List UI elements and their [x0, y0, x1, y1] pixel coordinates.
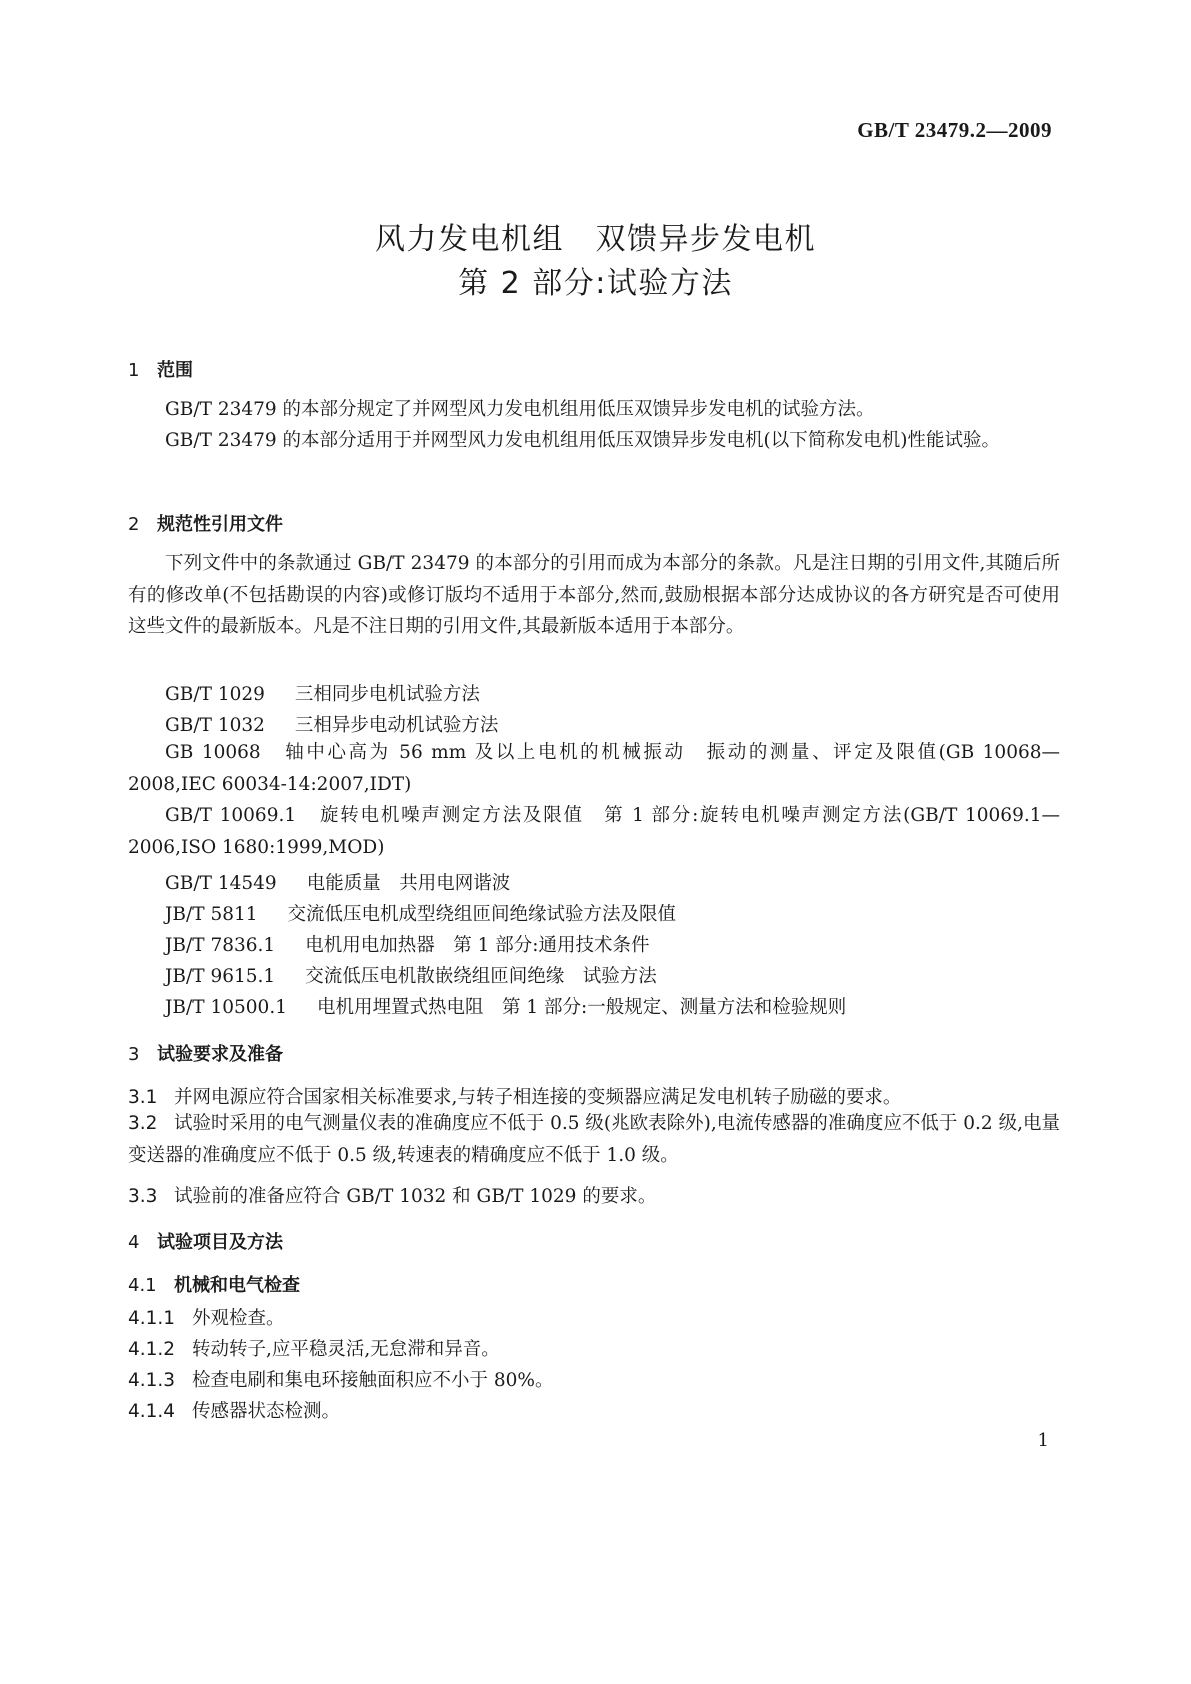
clause-number: 4.1.3: [128, 1370, 176, 1391]
clause-text: 试验前的准备应符合 GB/T 1032 和 GB/T 1029 的要求。: [174, 1186, 657, 1207]
clause-text: 检查电刷和集电环接触面积应不小于 80%。: [192, 1370, 554, 1391]
reference-title: 交流低压电机成型绕组匝间绝缘试验方法及限值: [287, 904, 677, 925]
reference-title: 旋转电机噪声测定方法及限值 第 1 部分:旋转电机噪声测定方法(GB/T 10069.1—2006,ISO 1680:1999,MOD): [128, 805, 1060, 858]
reference-code: JB/T 9615.1: [165, 966, 276, 987]
subsection-number: 4.1: [128, 1275, 157, 1296]
reference-item: [165, 711, 498, 737]
page-number: 1: [1037, 1430, 1049, 1451]
standard-number: GB/T 23479.2—2009: [857, 118, 1052, 142]
clause-number: 4.1.2: [128, 1339, 176, 1360]
section-title: 范围: [157, 360, 193, 381]
section-3-heading: [128, 1040, 283, 1066]
section-title: 试验项目及方法: [157, 1232, 283, 1253]
clause-3-2: [128, 1108, 1060, 1171]
reference-code: JB/T 5811: [165, 904, 258, 925]
section-4-heading: [128, 1228, 283, 1254]
clause-number: 3.3: [128, 1186, 158, 1207]
reference-item: [128, 800, 1060, 863]
section-number: 3: [128, 1044, 140, 1065]
clause-text: 并网电源应符合国家相关标准要求,与转子相连接的变频器应满足发电机转子励磁的要求。: [174, 1087, 902, 1108]
reference-code: JB/T 7836.1: [165, 935, 276, 956]
clause-3-1: [128, 1083, 901, 1109]
section-1-heading: [128, 356, 193, 382]
clause-4-1-3: [128, 1366, 554, 1392]
reference-code: GB/T 14549: [165, 873, 277, 894]
clause-4-1-4: [128, 1397, 340, 1423]
normative-references-intro: 下列文件中的条款通过 GB/T 23479 的本部分的引用而成为本部分的条款。凡是注日期的引用文件,其随后所有的修改单(不包括勘误的内容)或修订版均不适用于本部分,然而,鼓励根据本部分达成协议的各方研究是否可使用这些文件的最新版本。凡是不注日期的引用文件,其最新版本适用于本部分。: [128, 553, 1060, 637]
reference-title: 电机用电加热器 第 1 部分:通用技术条件: [305, 935, 650, 956]
reference-code: GB/T 1029: [165, 684, 265, 705]
clause-number: 3.1: [128, 1087, 158, 1108]
section-number: 4: [128, 1232, 140, 1253]
clause-number: 4.1.4: [128, 1401, 176, 1422]
document-title-line2: 第 2 部分:试验方法: [458, 266, 733, 301]
clause-3-3: [128, 1182, 656, 1208]
section-title: 试验要求及准备: [157, 1044, 283, 1065]
section-title: 规范性引用文件: [157, 514, 283, 535]
reference-title: 电机用埋置式热电阻 第 1 部分:一般规定、测量方法和检验规则: [316, 997, 847, 1018]
clause-text: 外观检查。: [192, 1308, 285, 1329]
reference-code: JB/T 10500.1: [165, 997, 287, 1018]
scope-paragraph-2: GB/T 23479 的本部分适用于并网型风力发电机组用低压双馈异步发电机(以下简称发电机)性能试验。: [165, 430, 1000, 451]
reference-item: [165, 869, 510, 895]
subsection-4-1-heading: [128, 1271, 300, 1297]
reference-title: 三相异步电动机试验方法: [294, 715, 499, 736]
clause-text: 传感器状态检测。: [192, 1401, 341, 1422]
reference-item: [165, 680, 480, 706]
section-number: 1: [128, 360, 140, 381]
clause-text: 试验时采用的电气测量仪表的准确度应不低于 0.5 级(兆欧表除外),电流传感器的准确度应不低于 0.2 级,电量变送器的准确度应不低于 0.5 级,转速表的精确度应不低于 1.0 级。: [128, 1113, 1060, 1166]
scope-paragraph-1: GB/T 23479 的本部分规定了并网型风力发电机组用低压双馈异步发电机的试验方法。: [165, 399, 875, 420]
reference-item: [128, 737, 1060, 800]
reference-item: [165, 993, 846, 1019]
section-number: 2: [128, 514, 140, 535]
clause-4-1-1: [128, 1304, 285, 1330]
reference-title: 轴中心高为 56 mm 及以上电机的机械振动 振动的测量、评定及限值(GB 10068—2008,IEC 60034-14:2007,IDT): [128, 742, 1061, 795]
reference-title: 交流低压电机散嵌绕组匝间绝缘 试验方法: [305, 966, 657, 987]
reference-item: [165, 931, 649, 957]
subsection-title: 机械和电气检查: [174, 1275, 300, 1296]
reference-item: [165, 962, 657, 988]
clause-number: 3.2: [128, 1113, 158, 1134]
reference-code: GB 10068: [165, 742, 261, 763]
clause-text: 转动转子,应平稳灵活,无怠滞和异音。: [192, 1339, 500, 1360]
clause-number: 4.1.1: [128, 1308, 176, 1329]
reference-title: 电能质量 共用电网谐波: [306, 873, 511, 894]
section-2-heading: [128, 510, 283, 536]
reference-title: 三相同步电机试验方法: [294, 684, 480, 705]
document-title-line1: 风力发电机组 双馈异步发电机: [375, 222, 816, 257]
reference-item: [165, 900, 676, 926]
reference-code: GB/T 10069.1: [165, 805, 297, 826]
reference-code: GB/T 1032: [165, 715, 265, 736]
clause-4-1-2: [128, 1335, 500, 1361]
